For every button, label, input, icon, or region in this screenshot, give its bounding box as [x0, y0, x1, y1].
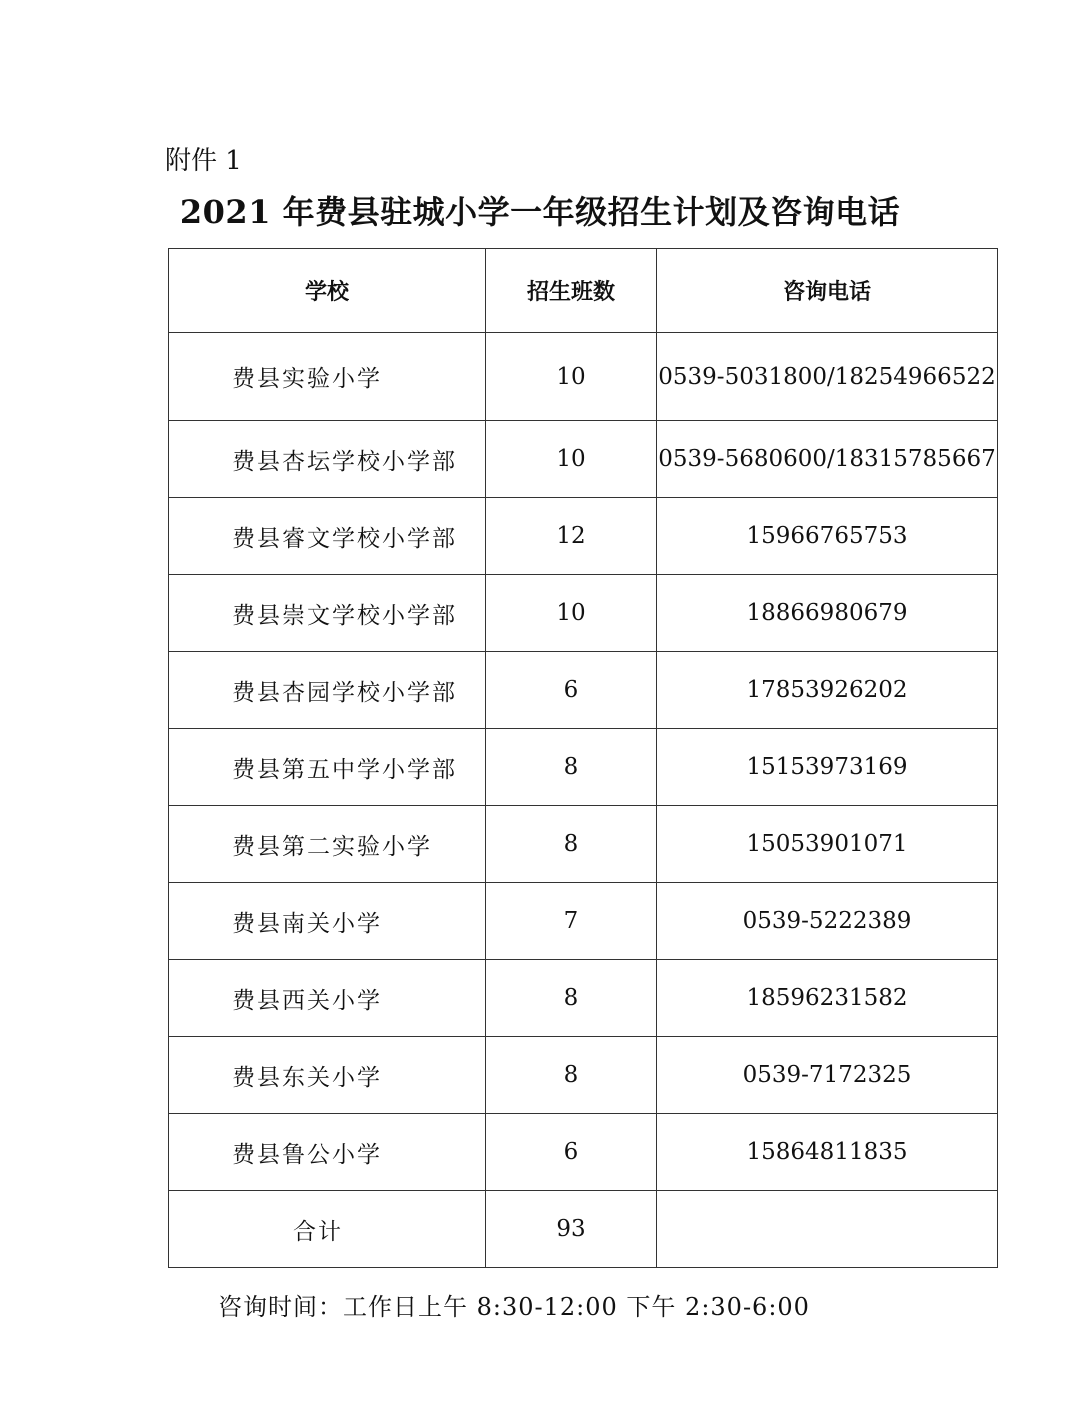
table-row — [169, 333, 998, 421]
school-cell: 费县实验小学 — [169, 333, 486, 421]
school-cell: 费县鲁公小学 — [169, 1114, 486, 1191]
table-row — [169, 883, 998, 960]
table-row — [169, 729, 998, 806]
classes-cell: 7 — [486, 883, 657, 960]
classes-cell: 8 — [486, 1037, 657, 1114]
classes-cell: 6 — [486, 1114, 657, 1191]
phone-cell: 18596231582 — [657, 960, 998, 1037]
table-total-row — [169, 1191, 998, 1268]
header-phone: 咨询电话 — [657, 249, 998, 333]
table-row — [169, 575, 998, 652]
phone-cell: 0539-5222389 — [657, 883, 998, 960]
enrollment-table — [168, 248, 998, 1268]
school-cell: 费县西关小学 — [169, 960, 486, 1037]
total-phone-cell — [657, 1191, 998, 1268]
school-cell: 费县杏坛学校小学部 — [169, 421, 486, 498]
classes-cell: 10 — [486, 421, 657, 498]
classes-cell: 12 — [486, 498, 657, 575]
classes-cell: 10 — [486, 575, 657, 652]
phone-cell: 0539-5680600/18315785667 — [657, 421, 998, 498]
school-cell: 费县南关小学 — [169, 883, 486, 960]
school-cell: 费县第五中学小学部 — [169, 729, 486, 806]
table-header-row — [169, 249, 998, 333]
school-cell: 费县东关小学 — [169, 1037, 486, 1114]
table-row — [169, 960, 998, 1037]
classes-cell: 8 — [486, 729, 657, 806]
consult-hours: 咨询时间：工作日上午 8:30-12:00 下午 2:30-6:00 — [218, 1293, 810, 1321]
phone-cell: 15153973169 — [657, 729, 998, 806]
phone-cell: 18866980679 — [657, 575, 998, 652]
table-row — [169, 498, 998, 575]
classes-cell: 6 — [486, 652, 657, 729]
table-row — [169, 421, 998, 498]
school-cell: 费县崇文学校小学部 — [169, 575, 486, 652]
header-school: 学校 — [169, 249, 486, 333]
total-label-cell: 合计 — [169, 1191, 486, 1268]
phone-cell: 15053901071 — [657, 806, 998, 883]
phone-cell: 15864811835 — [657, 1114, 998, 1191]
classes-cell: 10 — [486, 333, 657, 421]
phone-cell: 0539-7172325 — [657, 1037, 998, 1114]
table-row — [169, 1114, 998, 1191]
phone-cell: 17853926202 — [657, 652, 998, 729]
table-row — [169, 806, 998, 883]
phone-cell: 15966765753 — [657, 498, 998, 575]
school-cell: 费县睿文学校小学部 — [169, 498, 486, 575]
table-row — [169, 1037, 998, 1114]
school-cell: 费县杏园学校小学部 — [169, 652, 486, 729]
phone-cell: 0539-5031800/18254966522 — [657, 333, 998, 421]
document-title: 2021 年费县驻城小学一年级招生计划及咨询电话 — [179, 193, 901, 231]
total-classes-cell: 93 — [486, 1191, 657, 1268]
table-row — [169, 652, 998, 729]
school-cell: 费县第二实验小学 — [169, 806, 486, 883]
classes-cell: 8 — [486, 806, 657, 883]
classes-cell: 8 — [486, 960, 657, 1037]
header-classes: 招生班数 — [486, 249, 657, 333]
attachment-label: 附件 1 — [165, 146, 242, 176]
